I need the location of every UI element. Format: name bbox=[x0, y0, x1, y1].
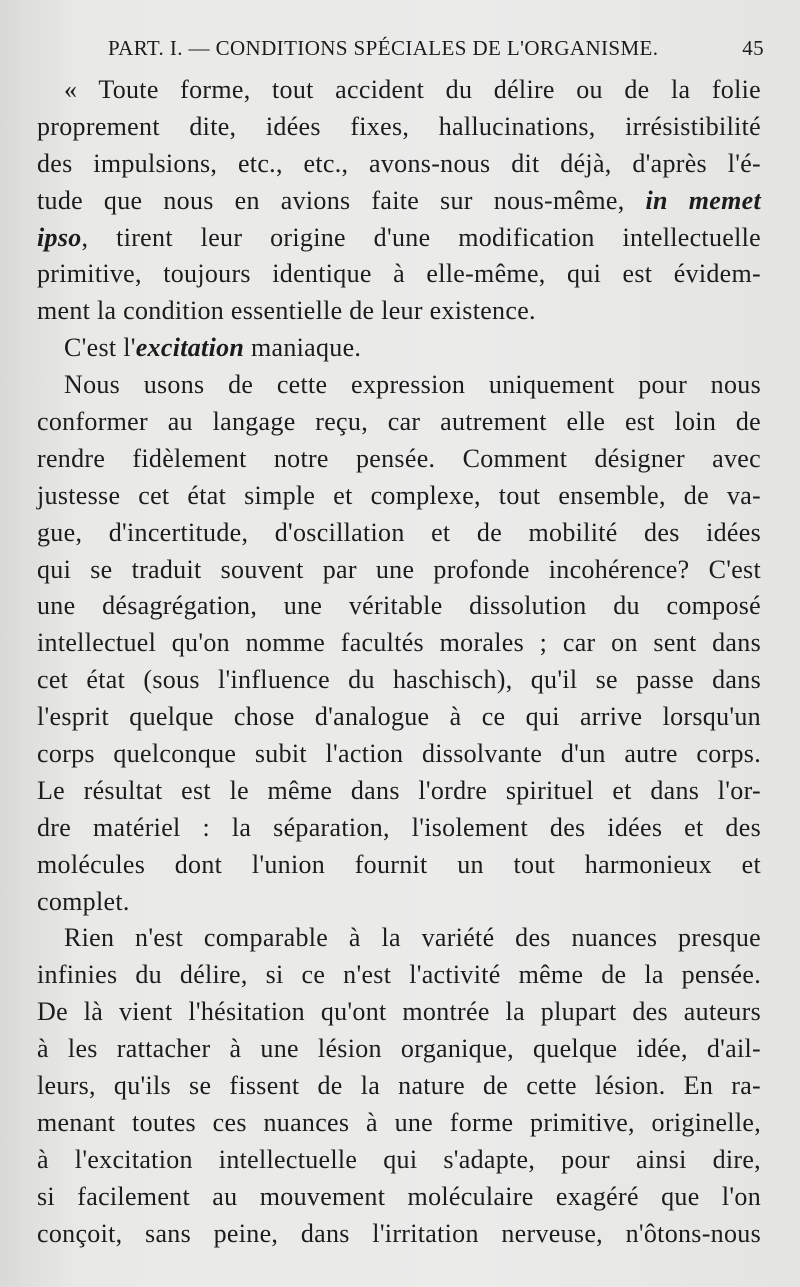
running-head-title: PART. I. — CONDITIONS SPÉCIALES DE L'ORGANISME. bbox=[108, 36, 659, 60]
text-line bbox=[37, 441, 761, 478]
line-text: gue, d'incertitude, d'oscillation et de mobilité des idées bbox=[37, 517, 761, 547]
italic-text: excitation bbox=[135, 333, 245, 363]
line-text: une désagrégation, une véritable dissolution du composé bbox=[37, 591, 761, 621]
text-line bbox=[37, 1142, 761, 1179]
line-text: C'est l' bbox=[64, 333, 136, 363]
line-text: , tirent leur origine d'une modification intellectuelle bbox=[81, 222, 761, 252]
line-text: Nous usons de cette expression uniquement pour nous bbox=[64, 370, 761, 400]
line-text: intellectuel qu'on nomme facultés morales ; car on sent dans bbox=[37, 628, 761, 658]
text-line bbox=[37, 552, 761, 589]
line-text: dre matériel : la séparation, l'isolement des idées et des bbox=[37, 812, 761, 842]
line-text: tude que nous en avions faite sur nous-même, bbox=[37, 185, 646, 215]
text-line bbox=[37, 957, 761, 994]
line-text: Rien n'est comparable à la variété des nuances presque bbox=[64, 923, 761, 953]
line-text: des impulsions, etc., etc., avons-nous dit déjà, d'après l'é- bbox=[37, 148, 761, 178]
text-line bbox=[37, 699, 761, 736]
text-line bbox=[37, 330, 761, 367]
text-line bbox=[37, 588, 761, 625]
line-text: infinies du délire, si ce n'est l'activité même de la pensée. bbox=[37, 960, 761, 990]
line-text: l'esprit quelque chose d'analogue à ce qui arrive lorsqu'un bbox=[37, 702, 761, 732]
text-line bbox=[37, 515, 761, 552]
line-text: leurs, qu'ils se fissent de la nature de cette lésion. En ra- bbox=[37, 1071, 761, 1101]
text-line bbox=[37, 1105, 761, 1142]
text-line bbox=[37, 773, 761, 810]
line-text: à les rattacher à une lésion organique, quelque idée, d'ail- bbox=[37, 1034, 761, 1064]
text-line bbox=[37, 1216, 761, 1253]
line-text: corps quelconque subit l'action dissolvante d'un autre corps. bbox=[37, 739, 761, 769]
text-line bbox=[37, 183, 761, 220]
text-line bbox=[37, 256, 761, 293]
line-text: conçoit, sans peine, dans l'irritation nerveuse, n'ôtons-nous bbox=[37, 1218, 761, 1248]
page-number: 45 bbox=[742, 36, 764, 60]
line-text: menant toutes ces nuances à une forme primitive, originelle, bbox=[37, 1107, 761, 1137]
line-text: Le résultat est le même dans l'ordre spirituel et dans l'or- bbox=[37, 775, 761, 805]
running-head bbox=[108, 36, 768, 66]
text-line bbox=[37, 994, 761, 1031]
line-text: proprement dite, idées fixes, hallucinations, irrésistibilité bbox=[37, 111, 761, 141]
italic-text: ipso bbox=[37, 222, 82, 252]
text-line bbox=[37, 1031, 761, 1068]
text-line bbox=[37, 109, 761, 146]
line-text: De là vient l'hésitation qu'ont montrée la plupart des auteurs bbox=[37, 997, 761, 1027]
text-line bbox=[37, 72, 761, 109]
text-line bbox=[37, 847, 761, 884]
line-text: justesse cet état simple et complexe, tout ensemble, de va- bbox=[37, 480, 761, 510]
text-line bbox=[37, 920, 761, 957]
text-line bbox=[37, 625, 761, 662]
line-text: maniaque. bbox=[244, 333, 362, 363]
text-line bbox=[37, 404, 761, 441]
line-text: « Toute forme, tout accident du délire ou de la folie bbox=[64, 75, 761, 104]
line-text: si facilement au mouvement moléculaire exagéré que l'on bbox=[37, 1181, 761, 1211]
text-line bbox=[37, 293, 761, 330]
line-text: ment la condition essentielle de leur existence. bbox=[37, 296, 536, 326]
text-line bbox=[37, 146, 761, 183]
line-text: conformer au langage reçu, car autrement elle est loin de bbox=[37, 407, 761, 437]
text-line bbox=[37, 884, 761, 921]
italic-text: in memet bbox=[645, 185, 761, 215]
text-line bbox=[37, 1068, 761, 1105]
line-text: molécules dont l'union fournit un tout harmonieux et bbox=[37, 849, 761, 879]
text-line bbox=[37, 478, 761, 515]
line-text: complet. bbox=[37, 886, 130, 916]
line-text: cet état (sous l'influence du haschisch), qu'il se passe dans bbox=[37, 665, 761, 695]
text-line bbox=[37, 220, 761, 257]
text-line bbox=[37, 1179, 761, 1216]
text-line bbox=[37, 662, 761, 699]
line-text: qui se traduit souvent par une profonde incohérence? C'est bbox=[37, 554, 761, 584]
text-line bbox=[37, 367, 761, 404]
line-text: rendre fidèlement notre pensée. Comment désigner avec bbox=[37, 443, 761, 473]
body-text bbox=[37, 72, 761, 1253]
line-text: à l'excitation intellectuelle qui s'adapte, pour ainsi dire, bbox=[37, 1144, 761, 1174]
text-line bbox=[37, 810, 761, 847]
line-text: primitive, toujours identique à elle-même, qui est évidem- bbox=[37, 259, 761, 289]
text-line bbox=[37, 736, 761, 773]
